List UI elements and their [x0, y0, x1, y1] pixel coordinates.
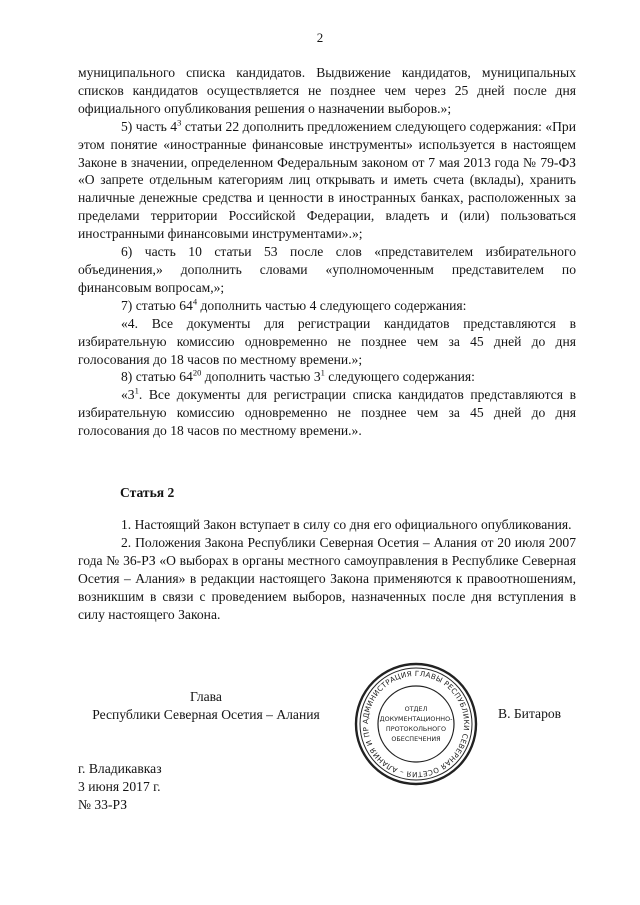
- seal-line-3: ПРОТОКОЛЬНОГО: [385, 725, 447, 733]
- signature-name: В. Битаров: [498, 706, 562, 721]
- date: 3 июня 2017 г.: [78, 778, 161, 794]
- signature-title: [78, 688, 334, 724]
- signature-title-line1: Глава: [190, 689, 222, 704]
- place: г. Владикавказ: [78, 761, 162, 776]
- signature-title-line2: Республики Северная Осетия – Алания: [92, 706, 320, 722]
- page-number: 2: [316, 30, 324, 45]
- paragraph-item-5: 5) часть $4^3$ статьи 22 дополнить предложением следующего содержания: «При этом понятие «иностранные финансовые инструменты» используется в настоящем Законе в значении, определенном Федеральным законом от 7 мая 2013 года № 79-ФЗ «О запрете отдельным категориям лиц открывать и иметь счета (вклады), хранить наличные денежные средства и ценности в иностранных банках, расположенных за пределами территории Российской Федерации, владеть и (или) пользоваться иностранными финансовыми инструментами».»;: [78, 117, 576, 242]
- document-body: [78, 64, 576, 440]
- place-date-number: [78, 760, 162, 814]
- seal-stamp-icon: [352, 660, 480, 788]
- seal-line-2: ДОКУМЕНТАЦИОННО-: [379, 715, 453, 723]
- article-paragraph-1: 1. Настоящий Закон вступает в силу со дня его официального опубликования.: [121, 517, 572, 532]
- paragraph-item-7: 7) статью $64^4$ дополнить частью 4 следующего содержания:: [121, 296, 467, 313]
- paragraph-item-8: 8) статью $64^{20}$ дополнить частью $3^1$ следующего содержания:: [121, 367, 475, 385]
- seal-line-4: ОБЕСПЕЧЕНИЯ: [391, 735, 441, 743]
- paragraph-quote-4: «4. Все документы для регистрации кандидатов представляются в избирательную комиссию одновременно не позднее чем за 45 дней до дня голосования до 18 часов по местному времени.»;: [78, 315, 576, 367]
- seal-ring-text: АДМИНИСТРАЦИЯ ГЛАВЫ РЕСПУБЛИКИ СЕВЕРНАЯ ОСЕТИЯ – АЛАНИЯ И ПР: [360, 668, 472, 780]
- paragraph-continuation: муниципального списка кандидатов. Выдвижение кандидатов, муниципальных списков кандидатов осуществляется не позднее чем через 25 дней после дня официального опубликования решения о назначении выборов.»;: [78, 65, 576, 116]
- article-heading: Статья 2: [120, 485, 175, 500]
- paragraph-item-6: 6) часть 10 статьи 53 после слов «представителем избирательного объединения,» дополнить словами «уполномоченным представителем по финансовым вопросам,»;: [78, 244, 576, 295]
- seal-line-1: ОТДЕЛ: [404, 705, 428, 713]
- article-body: [78, 516, 576, 623]
- article-paragraph-2: 2. Положения Закона Республики Северная Осетия – Алания от 20 июля 2007 года № 36-РЗ «О выборах в органы местного самоуправления в Республике Северная Осетия – Алания» в редакции настоящего Закона применяются к правоотношениям, возникшим в связи с проведением выборов, назначенных после дня вступления в силу настоящего Закона.: [78, 534, 576, 622]
- official-seal: [352, 660, 480, 788]
- law-number: № 33-РЗ: [78, 796, 128, 812]
- paragraph-quote-3-1: «$3^1$. Все документы для регистрации списка кандидатов представляются в избирательную комиссию одновременно не позднее чем за 45 дней до дня голосования до 18 часов по местному времени.».: [78, 385, 576, 439]
